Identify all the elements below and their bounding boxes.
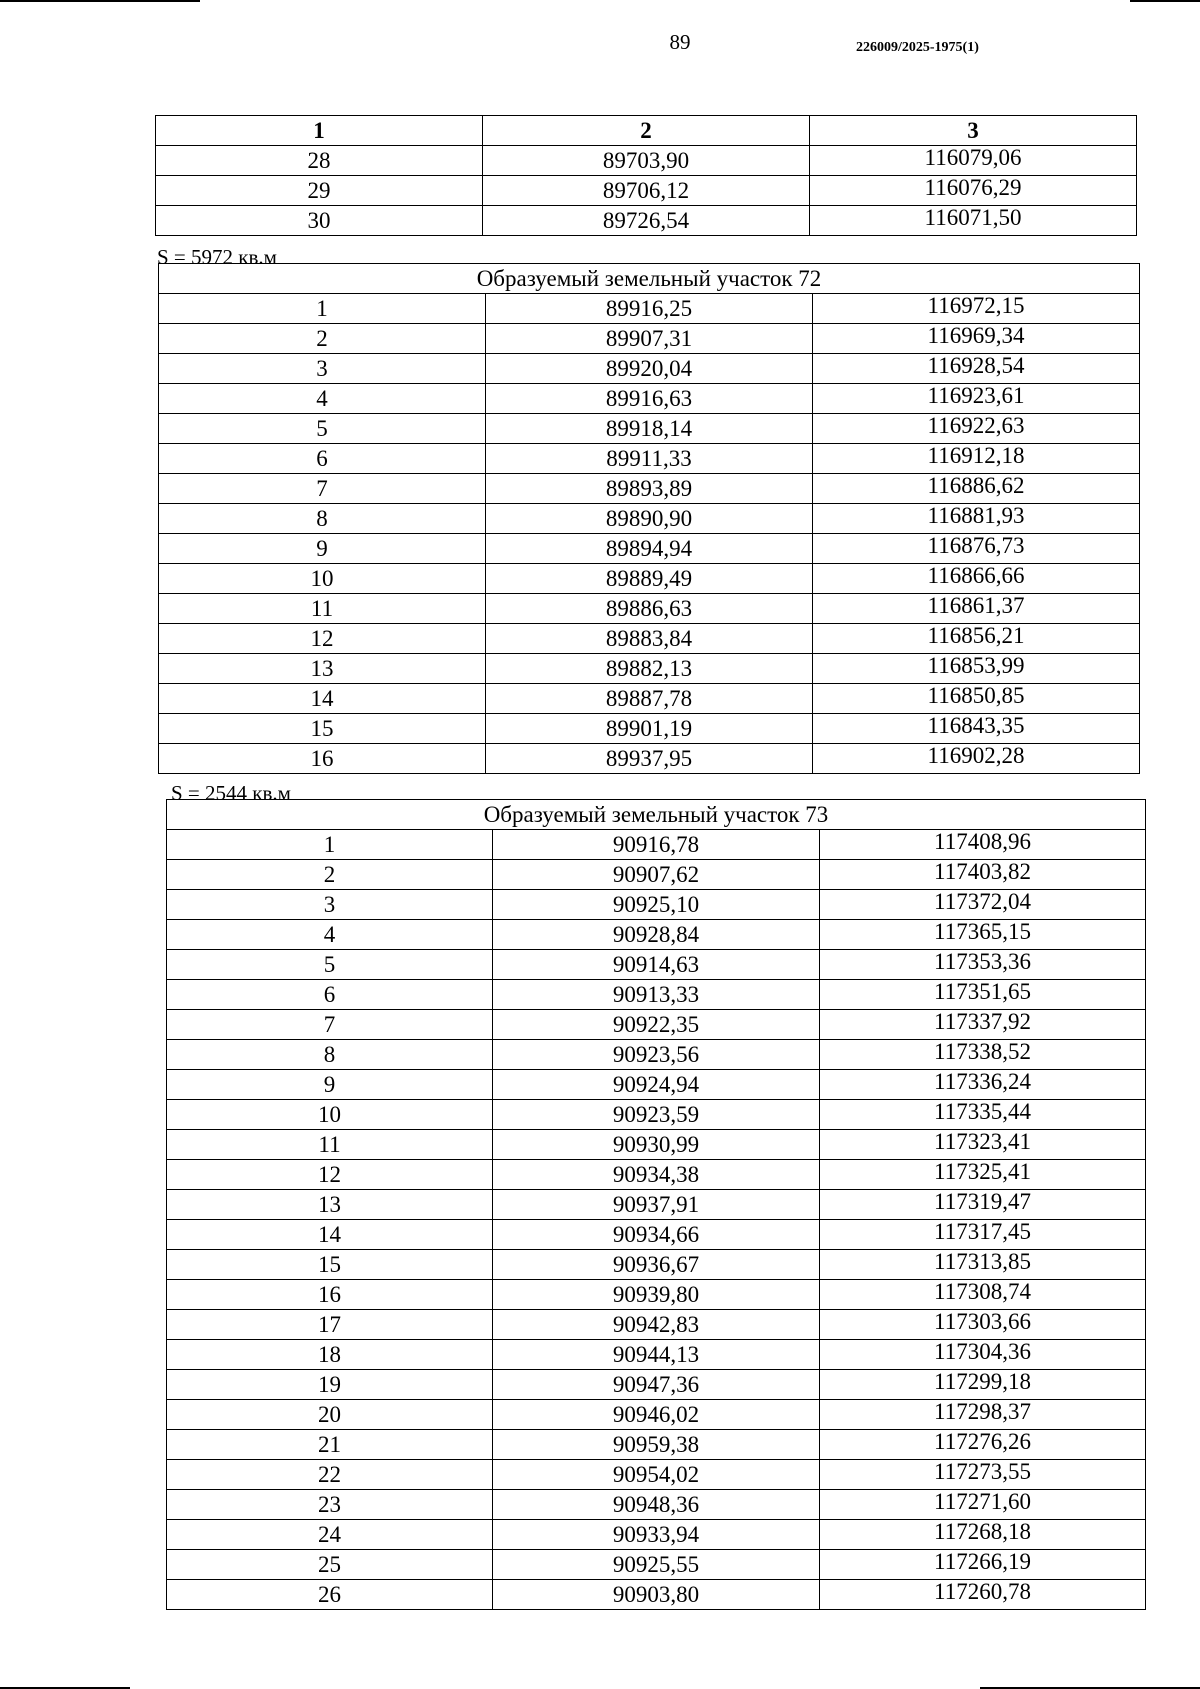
table-row: [167, 1580, 1146, 1610]
area-label-plot-72: S = 5972 кв.м: [157, 245, 277, 269]
point-number-cell: 15: [159, 714, 486, 744]
x-coordinate-cell: 89882,13: [486, 654, 813, 684]
point-number-cell: 3: [159, 354, 486, 384]
y-coordinate-cell: 116853,99: [813, 654, 1140, 684]
page-number: 89: [669, 30, 691, 54]
point-number-cell: 25: [167, 1550, 493, 1580]
x-coordinate-cell: 89886,63: [486, 594, 813, 624]
y-coordinate-cell: 117336,24: [820, 1070, 1146, 1100]
x-coordinate-cell: 89703,90: [483, 146, 810, 176]
x-coordinate-cell: 89911,33: [486, 444, 813, 474]
y-coordinate-cell: 117408,96: [820, 830, 1146, 860]
point-number-cell: 22: [167, 1460, 493, 1490]
table-row: [167, 1550, 1146, 1580]
point-number-cell: 12: [159, 624, 486, 654]
table-row: [159, 594, 1140, 624]
x-coordinate-cell: 90923,56: [493, 1040, 820, 1070]
y-coordinate-cell: 117319,47: [820, 1190, 1146, 1220]
x-coordinate-cell: 89889,49: [486, 564, 813, 594]
table-row: [167, 1520, 1146, 1550]
y-coordinate-cell: 117351,65: [820, 980, 1146, 1010]
y-coordinate-cell: 117276,26: [820, 1430, 1146, 1460]
y-coordinate-cell: 116079,06: [810, 146, 1137, 176]
table-row: [167, 1430, 1146, 1460]
y-coordinate-cell: 117372,04: [820, 890, 1146, 920]
y-coordinate-cell: 117304,36: [820, 1340, 1146, 1370]
point-number-cell: 15: [167, 1250, 493, 1280]
table-row: [159, 624, 1140, 654]
x-coordinate-cell: 90913,33: [493, 980, 820, 1010]
table-row: [167, 1190, 1146, 1220]
x-coordinate-cell: 90925,10: [493, 890, 820, 920]
table-row: [156, 146, 1137, 176]
y-coordinate-cell: 117266,19: [820, 1550, 1146, 1580]
point-number-cell: 2: [167, 860, 493, 890]
point-number-cell: 24: [167, 1520, 493, 1550]
plot-caption: Образуемый земельный участок 73: [167, 800, 1146, 830]
point-number-cell: 11: [159, 594, 486, 624]
x-coordinate-cell: 89901,19: [486, 714, 813, 744]
x-coordinate-cell: 89920,04: [486, 354, 813, 384]
column-header: 2: [483, 116, 810, 146]
point-number-cell: 14: [159, 684, 486, 714]
point-number-cell: 26: [167, 1580, 493, 1610]
x-coordinate-cell: 90903,80: [493, 1580, 820, 1610]
x-coordinate-cell: 89883,84: [486, 624, 813, 654]
y-coordinate-cell: 117317,45: [820, 1220, 1146, 1250]
x-coordinate-cell: 90944,13: [493, 1340, 820, 1370]
y-coordinate-cell: 116928,54: [813, 354, 1140, 384]
y-coordinate-cell: 117365,15: [820, 920, 1146, 950]
x-coordinate-cell: 90925,55: [493, 1550, 820, 1580]
point-number-cell: 12: [167, 1160, 493, 1190]
y-coordinate-cell: 116972,15: [813, 294, 1140, 324]
y-coordinate-cell: 116886,62: [813, 474, 1140, 504]
point-number-cell: 30: [156, 206, 483, 236]
point-number-cell: 8: [167, 1040, 493, 1070]
y-coordinate-cell: 116861,37: [813, 594, 1140, 624]
x-coordinate-cell: 89907,31: [486, 324, 813, 354]
y-coordinate-cell: 117338,52: [820, 1040, 1146, 1070]
table-row: [159, 354, 1140, 384]
top-edge-line: [0, 0, 200, 2]
x-coordinate-cell: 90934,38: [493, 1160, 820, 1190]
y-coordinate-cell: 117337,92: [820, 1010, 1146, 1040]
y-coordinate-cell: 116902,28: [813, 744, 1140, 774]
y-coordinate-cell: 117353,36: [820, 950, 1146, 980]
x-coordinate-cell: 90923,59: [493, 1100, 820, 1130]
table-row: [167, 830, 1146, 860]
point-number-cell: 16: [167, 1280, 493, 1310]
point-number-cell: 1: [159, 294, 486, 324]
table-row: [167, 1130, 1146, 1160]
y-coordinate-cell: 116912,18: [813, 444, 1140, 474]
table-row: [167, 1160, 1146, 1190]
point-number-cell: 7: [167, 1010, 493, 1040]
top-edge-line: [1130, 0, 1200, 2]
point-number-cell: 4: [159, 384, 486, 414]
coordinates-table-plot-72: [158, 263, 1140, 774]
y-coordinate-cell: 116850,85: [813, 684, 1140, 714]
table-row: [167, 1070, 1146, 1100]
table-row: [167, 1220, 1146, 1250]
x-coordinate-cell: 90946,02: [493, 1400, 820, 1430]
point-number-cell: 2: [159, 324, 486, 354]
x-coordinate-cell: 89706,12: [483, 176, 810, 206]
y-coordinate-cell: 117335,44: [820, 1100, 1146, 1130]
y-coordinate-cell: 116881,93: [813, 504, 1140, 534]
table-row: [167, 1010, 1146, 1040]
y-coordinate-cell: 117271,60: [820, 1490, 1146, 1520]
y-coordinate-cell: 117268,18: [820, 1520, 1146, 1550]
table-row: [167, 1100, 1146, 1130]
point-number-cell: 8: [159, 504, 486, 534]
y-coordinate-cell: 117325,41: [820, 1160, 1146, 1190]
x-coordinate-cell: 90934,66: [493, 1220, 820, 1250]
table-row: [167, 1340, 1146, 1370]
table-row: [159, 384, 1140, 414]
y-coordinate-cell: 116076,29: [810, 176, 1137, 206]
table-row: [167, 980, 1146, 1010]
table-caption-row: [159, 264, 1140, 294]
y-coordinate-cell: 117308,74: [820, 1280, 1146, 1310]
table-row: [167, 1250, 1146, 1280]
y-coordinate-cell: 117260,78: [820, 1580, 1146, 1610]
table-row: [159, 564, 1140, 594]
table-row: [167, 1490, 1146, 1520]
column-header: 1: [156, 116, 483, 146]
table-row: [159, 474, 1140, 504]
point-number-cell: 5: [159, 414, 486, 444]
area-label-plot-73: S = 2544 кв.м: [171, 781, 291, 805]
table-row: [167, 1460, 1146, 1490]
table-row: [167, 950, 1146, 980]
point-number-cell: 20: [167, 1400, 493, 1430]
table-row: [159, 414, 1140, 444]
table-row: [167, 920, 1146, 950]
table-row: [167, 1370, 1146, 1400]
point-number-cell: 1: [167, 830, 493, 860]
x-coordinate-cell: 90948,36: [493, 1490, 820, 1520]
column-header: 3: [810, 116, 1137, 146]
x-coordinate-cell: 89916,63: [486, 384, 813, 414]
table-row: [167, 1310, 1146, 1340]
table-row: [159, 684, 1140, 714]
x-coordinate-cell: 89894,94: [486, 534, 813, 564]
x-coordinate-cell: 89887,78: [486, 684, 813, 714]
x-coordinate-cell: 90930,99: [493, 1130, 820, 1160]
x-coordinate-cell: 89893,89: [486, 474, 813, 504]
table-row: [167, 890, 1146, 920]
point-number-cell: 16: [159, 744, 486, 774]
table-row: [159, 714, 1140, 744]
x-coordinate-cell: 90914,63: [493, 950, 820, 980]
x-coordinate-cell: 90922,35: [493, 1010, 820, 1040]
x-coordinate-cell: 89918,14: [486, 414, 813, 444]
y-coordinate-cell: 116866,66: [813, 564, 1140, 594]
x-coordinate-cell: 90954,02: [493, 1460, 820, 1490]
x-coordinate-cell: 90959,38: [493, 1430, 820, 1460]
point-number-cell: 7: [159, 474, 486, 504]
point-number-cell: 3: [167, 890, 493, 920]
coordinates-table-continued: [155, 115, 1137, 236]
point-number-cell: 9: [159, 534, 486, 564]
x-coordinate-cell: 90937,91: [493, 1190, 820, 1220]
y-coordinate-cell: 116969,34: [813, 324, 1140, 354]
table-row: [159, 324, 1140, 354]
x-coordinate-cell: 90924,94: [493, 1070, 820, 1100]
x-coordinate-cell: 90939,80: [493, 1280, 820, 1310]
table-row: [159, 444, 1140, 474]
point-number-cell: 4: [167, 920, 493, 950]
x-coordinate-cell: 90916,78: [493, 830, 820, 860]
y-coordinate-cell: 116071,50: [810, 206, 1137, 236]
table-row: [159, 504, 1140, 534]
x-coordinate-cell: 90907,62: [493, 860, 820, 890]
point-number-cell: 6: [159, 444, 486, 474]
plot-caption: Образуемый земельный участок 72: [159, 264, 1140, 294]
table-row: [159, 654, 1140, 684]
x-coordinate-cell: 90936,67: [493, 1250, 820, 1280]
table-row: [159, 294, 1140, 324]
y-coordinate-cell: 116876,73: [813, 534, 1140, 564]
point-number-cell: 10: [167, 1100, 493, 1130]
table-header-row: [156, 116, 1137, 146]
y-coordinate-cell: 116922,63: [813, 414, 1140, 444]
table-row: [167, 1040, 1146, 1070]
table-caption-row: [167, 800, 1146, 830]
x-coordinate-cell: 90947,36: [493, 1370, 820, 1400]
y-coordinate-cell: 117273,55: [820, 1460, 1146, 1490]
y-coordinate-cell: 117299,18: [820, 1370, 1146, 1400]
point-number-cell: 13: [167, 1190, 493, 1220]
point-number-cell: 18: [167, 1340, 493, 1370]
point-number-cell: 29: [156, 176, 483, 206]
point-number-cell: 17: [167, 1310, 493, 1340]
document-code: 226009/2025-1975(1): [856, 40, 979, 55]
point-number-cell: 10: [159, 564, 486, 594]
x-coordinate-cell: 89890,90: [486, 504, 813, 534]
point-number-cell: 11: [167, 1130, 493, 1160]
table-body: [167, 800, 1146, 1610]
y-coordinate-cell: 117323,41: [820, 1130, 1146, 1160]
point-number-cell: 19: [167, 1370, 493, 1400]
point-number-cell: 5: [167, 950, 493, 980]
x-coordinate-cell: 90942,83: [493, 1310, 820, 1340]
point-number-cell: 23: [167, 1490, 493, 1520]
point-number-cell: 6: [167, 980, 493, 1010]
x-coordinate-cell: 90928,84: [493, 920, 820, 950]
x-coordinate-cell: 89726,54: [483, 206, 810, 236]
table-row: [167, 1400, 1146, 1430]
y-coordinate-cell: 116843,35: [813, 714, 1140, 744]
point-number-cell: 14: [167, 1220, 493, 1250]
table-row: [159, 534, 1140, 564]
x-coordinate-cell: 89916,25: [486, 294, 813, 324]
y-coordinate-cell: 116856,21: [813, 624, 1140, 654]
y-coordinate-cell: 116923,61: [813, 384, 1140, 414]
table-row: [167, 860, 1146, 890]
point-number-cell: 21: [167, 1430, 493, 1460]
table-body: [159, 264, 1140, 774]
y-coordinate-cell: 117403,82: [820, 860, 1146, 890]
x-coordinate-cell: 90933,94: [493, 1520, 820, 1550]
x-coordinate-cell: 89937,95: [486, 744, 813, 774]
table-row: [159, 744, 1140, 774]
table-body: [156, 146, 1137, 236]
y-coordinate-cell: 117303,66: [820, 1310, 1146, 1340]
point-number-cell: 9: [167, 1070, 493, 1100]
table-row: [156, 206, 1137, 236]
table-row: [167, 1280, 1146, 1310]
coordinates-table-plot-73: [166, 799, 1146, 1610]
table-row: [156, 176, 1137, 206]
y-coordinate-cell: 117313,85: [820, 1250, 1146, 1280]
y-coordinate-cell: 117298,37: [820, 1400, 1146, 1430]
point-number-cell: 13: [159, 654, 486, 684]
point-number-cell: 28: [156, 146, 483, 176]
